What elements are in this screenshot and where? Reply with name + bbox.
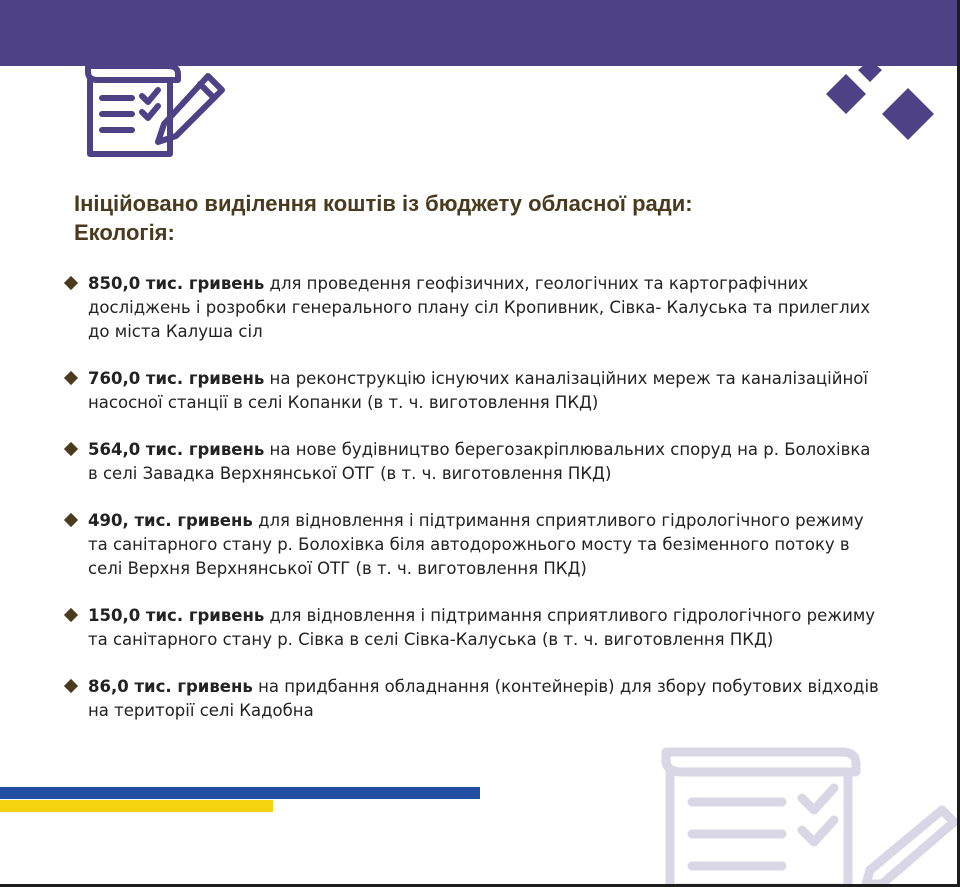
list-item [64, 438, 924, 486]
document-checklist-faded-icon [652, 738, 957, 884]
list-item [64, 675, 924, 723]
title-line-2: Екологія: [74, 220, 175, 245]
list-item [64, 509, 924, 581]
item-amount: 86,0 тис. гривень [88, 677, 253, 696]
item-line: 850,0 тис. гривень для проведення геофізичних, геологічних та картографічних [88, 274, 809, 293]
title-line-1: Ініційовано виділення коштів із бюджету обласної ради: [74, 191, 693, 216]
document-checklist-icon [80, 58, 230, 158]
diamond-bullet-icon [64, 513, 78, 527]
list-item [64, 272, 924, 344]
item-line: 760,0 тис. гривень на реконструкцію існуючих каналізаційних мереж та каналізаційної [88, 369, 868, 388]
item-line: насосної станції в селі Копанки (в т. ч. виготовлення ПКД) [88, 393, 599, 412]
item-line: 150,0 тис. гривень для відновлення і підтримання сприятливого гідрологічного режиму [88, 606, 876, 625]
diamond-bullet-icon [64, 276, 78, 290]
item-amount: 150,0 тис. гривень [88, 606, 265, 625]
item-line: на території селі Кадобна [88, 701, 314, 720]
list-item [64, 367, 924, 415]
item-line: досліджень і розробки генерального плану сіл Кропивник, Сівка- Калуська та прилеглих [88, 298, 871, 317]
item-amount: 564,0 тис. гривень [88, 440, 265, 459]
diamond-squares-decoration [820, 60, 940, 140]
item-line: в селі Завадка Верхнянської ОТГ (в т. ч. виготовлення ПКД) [88, 464, 612, 483]
flag-stripe-blue [0, 787, 480, 799]
item-amount: 850,0 тис. гривень [88, 274, 265, 293]
list-item [64, 604, 924, 652]
top-header-band [0, 0, 960, 66]
item-line: до міста Калуша сіл [88, 322, 263, 341]
item-amount: 760,0 тис. гривень [88, 369, 265, 388]
item-line: 490, тис. гривень для відновлення і підтримання сприятливого гідрологічного режиму [88, 511, 864, 530]
item-line: та санітарного стану р. Болохівка біля автодорожнього мосту та безіменного потоку в [88, 535, 850, 554]
diamond-bullet-icon [64, 608, 78, 622]
item-line: та санітарного стану р. Сівка в селі Сівка-Калуська (в т. ч. виготовлення ПКД) [88, 630, 774, 649]
diamond-bullet-icon [64, 371, 78, 385]
item-line: 86,0 тис. гривень на придбання обладнання (контейнерів) для збору побутових відходів [88, 677, 879, 696]
item-line: 564,0 тис. гривень на нове будівництво берегозакріплювальних споруд на р. Болохівка [88, 440, 871, 459]
item-line: селі Верхня Верхнянської ОТГ (в т. ч. виготовлення ПКД) [88, 559, 587, 578]
diamond-bullet-icon [64, 679, 78, 693]
allocation-list [64, 272, 924, 746]
diamond-bullet-icon [64, 442, 78, 456]
page-title [74, 189, 874, 247]
flag-stripe-yellow [0, 800, 273, 812]
item-amount: 490, тис. гривень [88, 511, 253, 530]
